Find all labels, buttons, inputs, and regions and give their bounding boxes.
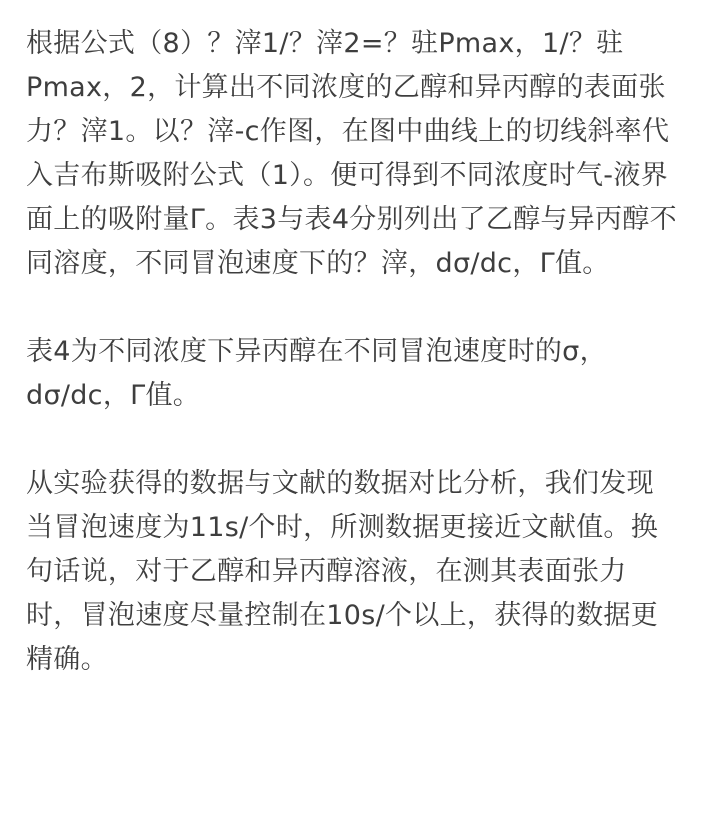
paragraph-spacer-1 — [26, 286, 678, 330]
paragraph-spacer-2 — [26, 418, 678, 462]
paragraph-3: 从实验获得的数据与文献的数据对比分析，我们发现当冒泡速度为11s/个时，所测数据更接近文献值。换句话说，对于乙醇和异丙醇溶液，在测其表面张力时，冒泡速度尽量控制在10s/个以上，获得的数据更精确。 — [26, 468, 659, 675]
paragraph-1: 根据公式（8）？滓1/？滓2=？驻Pmax，1/？驻Pmax，2，计算出不同浓度的乙醇和异丙醇的表面张力？滓1。以？滓-c作图，在图中曲线上的切线斜率代入吉布斯吸附公式（1）。便可得到不同浓度时气-液界面上的吸附量Γ。表3与表4分别列出了乙醇与异丙醇不同溶度，不同冒泡速度下的？滓，dσ/dc，Γ值。 — [26, 28, 677, 279]
paragraph-2: 表4为不同浓度下异丙醇在不同冒泡速度时的σ，dσ/dc，Γ值。 — [26, 336, 607, 411]
